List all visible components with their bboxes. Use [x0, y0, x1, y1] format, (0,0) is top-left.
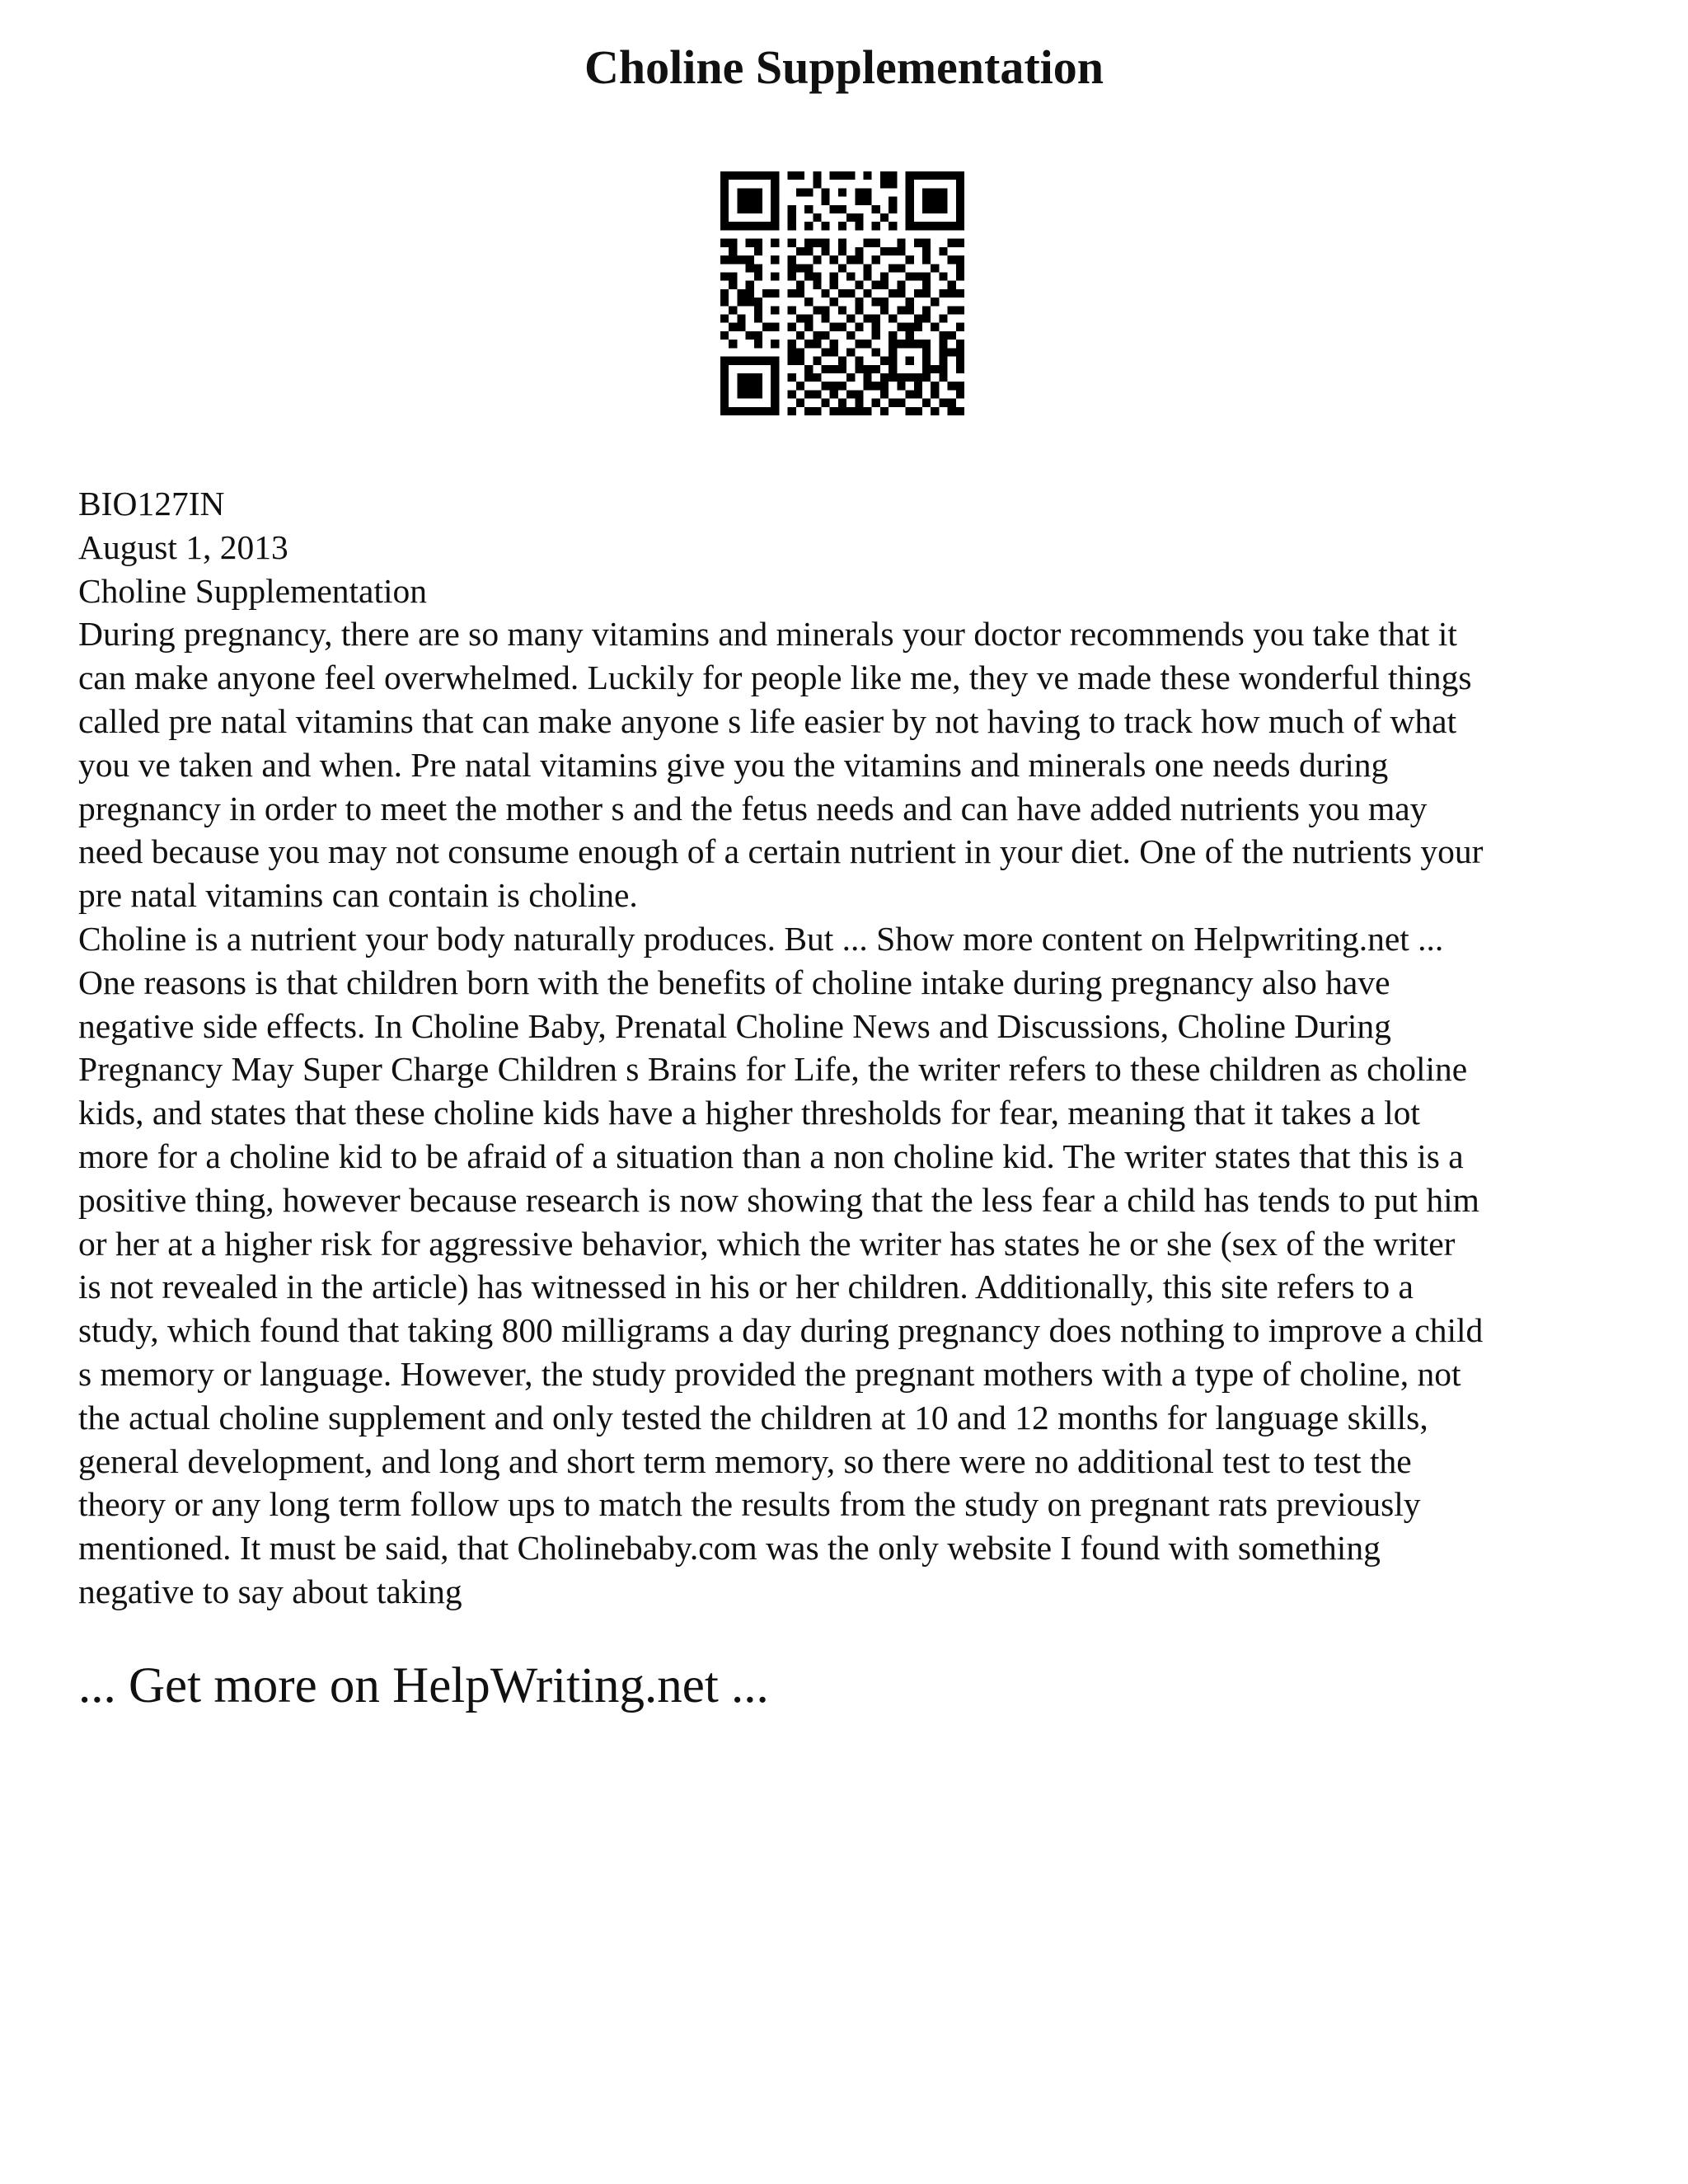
get-more-link[interactable]: ... Get more on HelpWriting.net ... — [78, 1658, 769, 1713]
text-line: negative to say about taking — [78, 1572, 462, 1610]
document-body — [78, 482, 1644, 1614]
course-code: BIO127IN — [78, 485, 225, 523]
page-title: Choline Supplementation — [584, 40, 1104, 94]
qr-code-icon — [720, 171, 964, 415]
text-line: pregnancy in order to meet the mother s and the fetus needs and can have added nutrients you may — [78, 789, 1428, 827]
text-line: is not revealed in the article) has witnessed in his or her children. Additionally, this site refers to a — [78, 1268, 1414, 1306]
text-line: or her at a higher risk for aggressive behavior, which the writer has states he or she (sex of the writer — [78, 1224, 1456, 1263]
text-line: During pregnancy, there are so many vitamins and minerals your doctor recommends you take that it — [78, 615, 1457, 654]
text-line: study, which found that taking 800 milligrams a day during pregnancy does nothing to improve a child — [78, 1311, 1484, 1350]
text-line: Choline is a nutrient your body naturally produces. But ... Show more content on Helpwriting.net ... — [78, 919, 1444, 958]
text-line: theory or any long term follow ups to match the results from the study on pregnant rats previously — [78, 1485, 1421, 1524]
text-line: positive thing, however because research is now showing that the less fear a child has tends to put him — [78, 1180, 1479, 1219]
text-line: pre natal vitamins can contain is choline. — [78, 876, 638, 915]
text-line: you ve taken and when. Pre natal vitamins give you the vitamins and minerals one needs during — [78, 745, 1389, 784]
text-line: the actual choline supplement and only tested the children at 10 and 12 months for language skills, — [78, 1398, 1428, 1436]
paragraph-choline-effects — [78, 917, 1644, 1614]
text-line: One reasons is that children born with the benefits of choline intake during pregnancy also have — [78, 963, 1390, 1001]
text-line: s memory or language. However, the study provided the pregnant mothers with a type of choline, not — [78, 1354, 1461, 1393]
document-subject: Choline Supplementation — [78, 571, 428, 610]
text-line: Pregnancy May Super Charge Children s Brains for Life, the writer refers to these children as choline — [78, 1050, 1468, 1089]
text-line: general development, and long and short term memory, so there were no additional test to test the — [78, 1441, 1412, 1480]
text-line: negative side effects. In Choline Baby, Prenatal Choline News and Discussions, Choline During — [78, 1006, 1391, 1045]
text-line: more for a choline kid to be afraid of a situation than a non choline kid. The writer states that this is a — [78, 1137, 1464, 1175]
text-line: need because you may not consume enough of a certain nutrient in your diet. One of the nutrients your — [78, 832, 1484, 871]
paragraph-intro — [78, 612, 1644, 917]
text-line: can make anyone feel overwhelmed. Luckily for people like me, they ve made these wonderful things — [78, 658, 1472, 697]
text-line: mentioned. It must be said, that Cholinebaby.com was the only website I found with something — [78, 1529, 1381, 1568]
document-date: August 1, 2013 — [78, 527, 288, 566]
text-line: kids, and states that these choline kids have a higher thresholds for fear, meaning that it takes a lot — [78, 1094, 1420, 1132]
text-line: called pre natal vitamins that can make anyone s life easier by not having to track how much of what — [78, 701, 1457, 740]
